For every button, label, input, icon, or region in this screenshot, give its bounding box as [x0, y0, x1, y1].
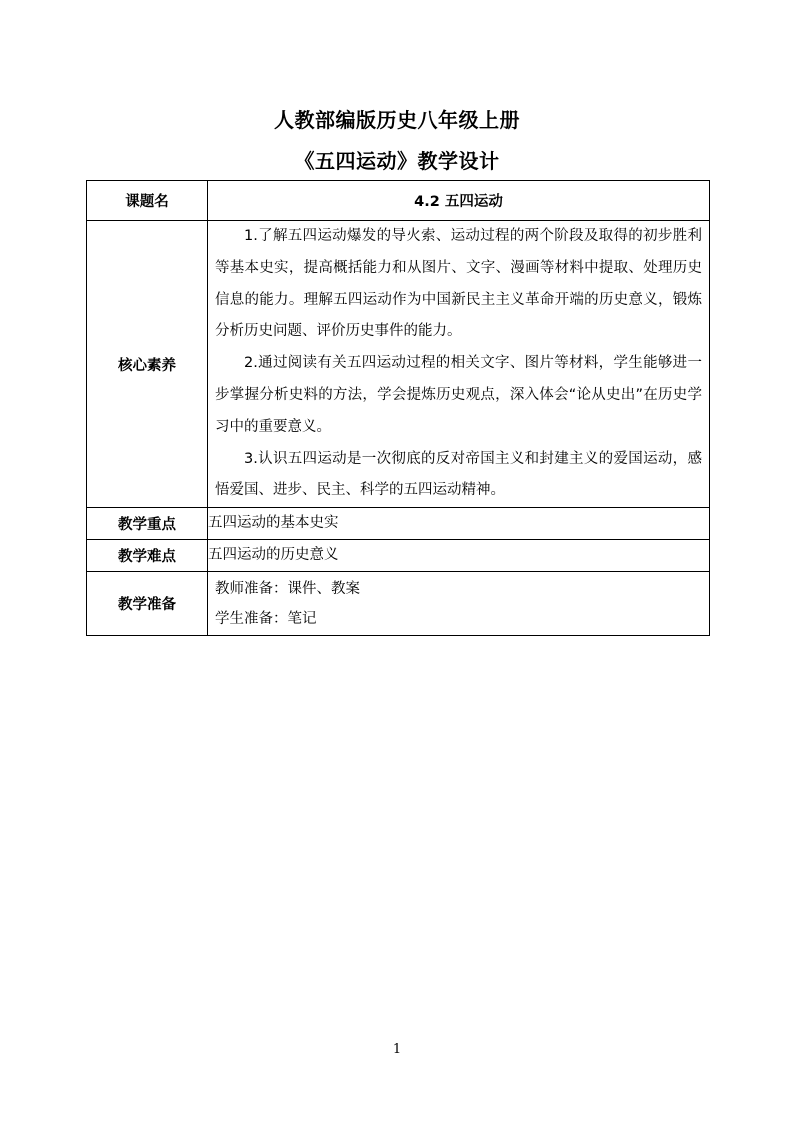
- core-literacy-paragraph-1: 1.了解五四运动爆发的导火索、运动过程的两个阶段及取得的初步胜利等基本史实，提高概括能力和从图片、文字、漫画等材料中提取、处理历史信息的能力。理解五四运动作为中国新民主主义革命开端的历史意义，锻炼分析历史问题、评价历史事件的能力。: [215, 228, 702, 340]
- student-preparation: 学生准备：笔记: [215, 610, 317, 627]
- document-subtitle: 《五四运动》教学设计: [294, 149, 500, 173]
- table-row-preparation: [87, 572, 710, 636]
- core-literacy-paragraph-3: 3.认识五四运动是一次彻底的反对帝国主义和封建主义的爱国运动，感悟爱国、进步、民主、科学的五四运动精神。: [215, 450, 702, 499]
- table-row-topic: [87, 181, 710, 221]
- core-literacy-paragraph-2: 2.通过阅读有关五四运动过程的相关文字、图片等材料，学生能够进一步掌握分析史料的方法，学会提炼历史观点，深入体会“论从史出”在历史学习中的重要意义。: [215, 355, 702, 435]
- difficulty-label: 教学难点: [87, 540, 208, 572]
- key-point-value: 五四运动的基本史实: [208, 508, 710, 540]
- key-point-label: 教学重点: [87, 508, 208, 540]
- difficulty-value: 五四运动的历史意义: [208, 540, 710, 572]
- page-number: 1: [392, 1042, 402, 1057]
- topic-label: 课题名: [87, 181, 208, 221]
- table-row-key-point: [87, 508, 710, 540]
- preparation-label: 教学准备: [87, 572, 208, 636]
- document-title: 人教部编版历史八年级上册: [274, 108, 520, 132]
- preparation-content: [208, 572, 710, 636]
- teacher-preparation: 教师准备：课件、教案: [215, 580, 360, 597]
- table-row-core-literacy: [87, 221, 710, 508]
- lesson-plan-table: [86, 180, 710, 636]
- core-literacy-content: [208, 221, 710, 508]
- core-literacy-label: 核心素养: [87, 221, 208, 508]
- table-row-difficulty: [87, 540, 710, 572]
- topic-value: 4.2 五四运动: [208, 181, 710, 221]
